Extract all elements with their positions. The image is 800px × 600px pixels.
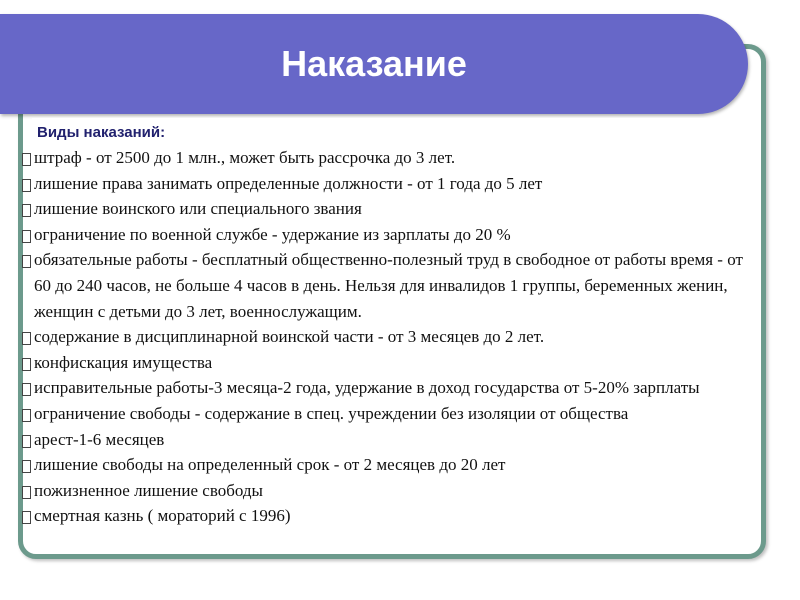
bullet-box-icon bbox=[22, 332, 31, 345]
list-item bbox=[22, 171, 762, 197]
bullet-box-icon bbox=[22, 204, 31, 217]
bullet-box-icon bbox=[22, 409, 31, 422]
list-item-text: лишение права занимать определенные должности - от 1 года до 5 лет bbox=[34, 173, 543, 193]
list-item bbox=[22, 247, 762, 324]
bullet-box-icon bbox=[22, 230, 31, 243]
list-item-text: пожизненное лишение свободы bbox=[34, 480, 263, 500]
list-item bbox=[22, 324, 762, 350]
list-item bbox=[22, 196, 762, 222]
list-item bbox=[22, 503, 762, 529]
list-item-text: лишение свободы на определенный срок - от 2 месяцев до 20 лет bbox=[34, 455, 506, 475]
list-item bbox=[22, 427, 762, 453]
list-item-text: лишение воинского или специального звания bbox=[34, 199, 362, 219]
list-item bbox=[22, 145, 762, 171]
list-item-text: арест-1-6 месяцев bbox=[34, 429, 165, 449]
list-item bbox=[22, 222, 762, 248]
list-item-text: содержание в дисциплинарной воинской части - от 3 месяцев до 2 лет. bbox=[34, 327, 545, 347]
bullet-box-icon bbox=[22, 511, 31, 524]
slide-content bbox=[22, 120, 762, 529]
list-item-text: ограничение свободы - содержание в спец. учреждении без изоляции от общества bbox=[34, 403, 629, 423]
list-item bbox=[22, 401, 762, 427]
bullet-box-icon bbox=[22, 179, 31, 192]
list-item bbox=[22, 452, 762, 478]
bullet-box-icon bbox=[22, 435, 31, 448]
list-item-text: конфискация имущества bbox=[34, 352, 213, 372]
bullet-box-icon bbox=[22, 153, 31, 166]
list-heading: Виды наказаний: bbox=[37, 124, 166, 141]
bullet-box-icon bbox=[22, 358, 31, 371]
list-item bbox=[22, 350, 762, 376]
list-item-text: ограничение по военной службе - удержание из зарплаты до 20 % bbox=[34, 224, 511, 244]
bullet-box-icon bbox=[22, 255, 31, 268]
list-item bbox=[22, 478, 762, 504]
list-item-text: исправительные работы-3 месяца-2 года, удержание в доход государства от 5-20% зарплаты bbox=[34, 378, 700, 398]
bullet-box-icon bbox=[22, 460, 31, 473]
slide-title: Наказание bbox=[281, 43, 467, 84]
punishment-list bbox=[22, 145, 762, 529]
title-bar bbox=[0, 14, 748, 114]
list-item-text: обязательные работы - бесплатный общественно-полезный труд в свободное от работы время - от 60 до 240 часов, не больше 4 часов в день. Нельзя для инвалидов 1 группы, беременных женин, женщин с детьми до 3 лет, военнослужащим. bbox=[34, 250, 743, 321]
list-item-text: штраф - от 2500 до 1 млн., может быть рассрочка до 3 лет. bbox=[34, 148, 456, 167]
list-item-text: смертная казнь ( мораторий с 1996) bbox=[34, 506, 291, 526]
list-item bbox=[22, 375, 762, 401]
bullet-box-icon bbox=[22, 486, 31, 499]
bullet-box-icon bbox=[22, 383, 31, 396]
